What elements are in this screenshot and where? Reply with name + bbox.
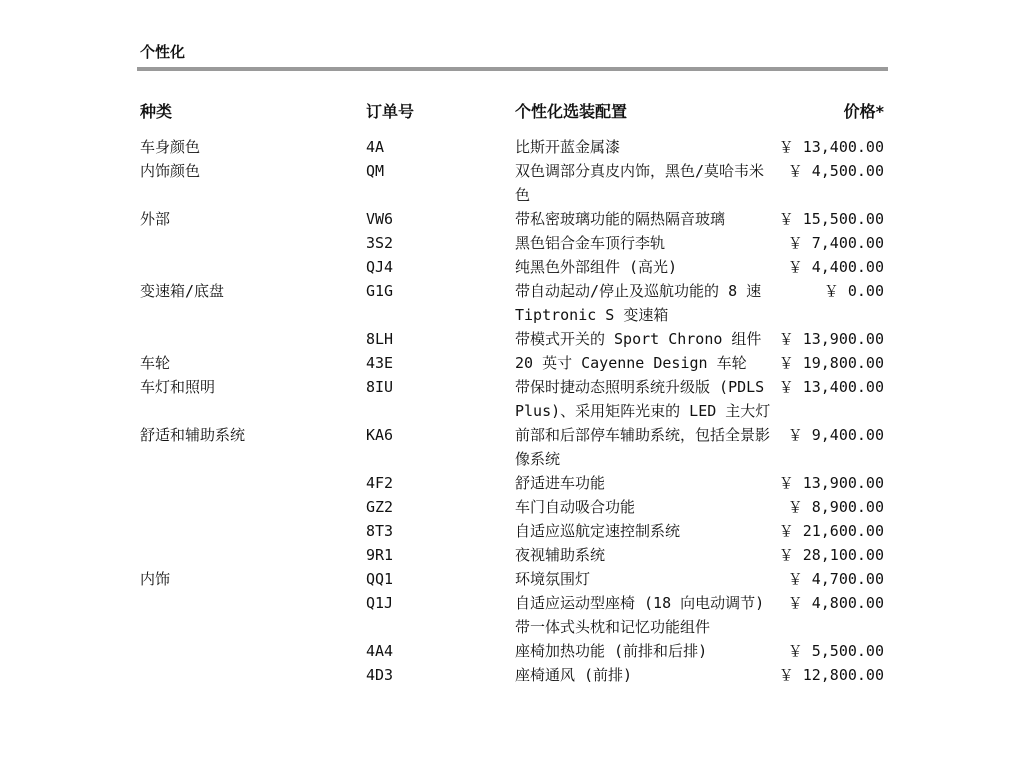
row-category <box>140 639 366 663</box>
row-order-code: 4D3 <box>366 666 394 684</box>
row-order-code: 8IU <box>366 378 394 396</box>
row-option: 比斯开蓝金属漆 <box>515 138 621 156</box>
row-price: ￥ 9,400.00 <box>787 426 884 444</box>
row-category <box>140 591 366 639</box>
table-row <box>140 351 884 375</box>
row-price: ￥ 13,400.00 <box>778 138 884 156</box>
table-row <box>140 591 884 639</box>
table-row <box>140 495 884 519</box>
row-order-code: 43E <box>366 354 394 372</box>
row-price: ￥ 21,600.00 <box>778 522 884 540</box>
row-option: 带模式开关的 Sport Chrono 组件 <box>515 330 762 348</box>
row-order-code: G1G <box>366 282 394 300</box>
table-row <box>140 639 884 663</box>
row-category: 舒适和辅助系统 <box>140 426 246 444</box>
row-category <box>140 231 366 255</box>
table-row <box>140 231 884 255</box>
header-order-code: 订单号 <box>366 102 415 121</box>
row-price: ￥ 13,900.00 <box>778 474 884 492</box>
table-row <box>140 135 884 159</box>
row-category <box>140 471 366 495</box>
row-order-code: GZ2 <box>366 498 394 516</box>
row-option: 车门自动吸合功能 <box>515 498 636 516</box>
row-order-code: 4A <box>366 138 385 156</box>
row-category: 车轮 <box>140 354 171 372</box>
row-price: ￥ 28,100.00 <box>778 546 884 564</box>
table-row <box>140 471 884 495</box>
table-row <box>140 327 884 351</box>
row-option: 带保时捷动态照明系统升级版 (PDLS Plus)、采用矩阵光束的 LED 主大灯 <box>515 378 771 420</box>
row-price: ￥ 13,900.00 <box>778 330 884 348</box>
table-row <box>140 663 884 687</box>
row-category <box>140 255 366 279</box>
row-price: ￥ 8,900.00 <box>787 498 884 516</box>
row-price: ￥ 13,400.00 <box>778 378 884 396</box>
table-row <box>140 375 884 423</box>
row-price: ￥ 4,500.00 <box>787 162 884 180</box>
row-order-code: QQ1 <box>366 570 394 588</box>
header-category: 种类 <box>140 102 173 121</box>
row-order-code: 4F2 <box>366 474 394 492</box>
header-price: 价格* <box>843 102 884 121</box>
row-order-code: 8T3 <box>366 522 394 540</box>
row-option: 前部和后部停车辅助系统，包括全景影像系统 <box>515 426 771 468</box>
row-price: ￥ 0.00 <box>823 282 884 300</box>
row-category: 车灯和照明 <box>140 378 216 396</box>
row-category <box>140 519 366 543</box>
row-category <box>140 327 366 351</box>
row-order-code: QJ4 <box>366 258 394 276</box>
row-order-code: 8LH <box>366 330 394 348</box>
row-order-code: VW6 <box>366 210 394 228</box>
row-category <box>140 495 366 519</box>
row-category: 内饰颜色 <box>140 162 201 180</box>
table-row <box>140 255 884 279</box>
row-price: ￥ 15,500.00 <box>778 210 884 228</box>
row-option: 黑色铝合金车顶行李轨 <box>515 234 666 252</box>
row-category: 车身颜色 <box>140 138 201 156</box>
table-row <box>140 567 884 591</box>
table-row <box>140 207 884 231</box>
row-order-code: 3S2 <box>366 234 394 252</box>
page-title: 个性化 <box>140 43 186 61</box>
row-option: 舒适进车功能 <box>515 474 606 492</box>
row-option: 带自动起动/停止及巡航功能的 8 速 Tiptronic S 变速箱 <box>515 282 762 324</box>
table-row <box>140 519 884 543</box>
row-order-code: Q1J <box>366 594 394 612</box>
row-option: 夜视辅助系统 <box>515 546 606 564</box>
row-option: 座椅通风 (前排) <box>515 666 633 684</box>
row-category: 内饰 <box>140 570 171 588</box>
table-row <box>140 543 884 567</box>
row-option: 环境氛围灯 <box>515 570 591 588</box>
table-row <box>140 279 884 327</box>
header-option: 个性化选装配置 <box>515 102 628 121</box>
row-order-code: 4A4 <box>366 642 394 660</box>
row-category: 变速箱/底盘 <box>140 282 225 300</box>
row-price: ￥ 19,800.00 <box>778 354 884 372</box>
row-order-code: KA6 <box>366 426 394 444</box>
row-option: 自适应巡航定速控制系统 <box>515 522 681 540</box>
row-price: ￥ 4,800.00 <box>787 594 884 612</box>
row-option: 20 英寸 Cayenne Design 车轮 <box>515 354 747 372</box>
title-divider <box>137 67 888 71</box>
row-order-code: 9R1 <box>366 546 394 564</box>
row-category <box>140 543 366 567</box>
row-price: ￥ 12,800.00 <box>778 666 884 684</box>
row-option: 双色调部分真皮内饰，黑色/莫哈韦米色 <box>515 162 765 204</box>
row-option: 带私密玻璃功能的隔热隔音玻璃 <box>515 210 726 228</box>
row-category: 外部 <box>140 210 171 228</box>
row-order-code: QM <box>366 162 385 180</box>
row-price: ￥ 4,400.00 <box>787 258 884 276</box>
row-category <box>140 663 366 687</box>
row-price: ￥ 5,500.00 <box>787 642 884 660</box>
row-option: 座椅加热功能 (前排和后排) <box>515 642 708 660</box>
table-row <box>140 423 884 471</box>
row-price: ￥ 7,400.00 <box>787 234 884 252</box>
options-table <box>140 135 884 687</box>
row-option: 自适应运动型座椅 (18 向电动调节) 带一体式头枕和记忆功能组件 <box>515 594 765 636</box>
table-row <box>140 159 884 207</box>
row-option: 纯黑色外部组件 (高光) <box>515 258 678 276</box>
row-price: ￥ 4,700.00 <box>787 570 884 588</box>
